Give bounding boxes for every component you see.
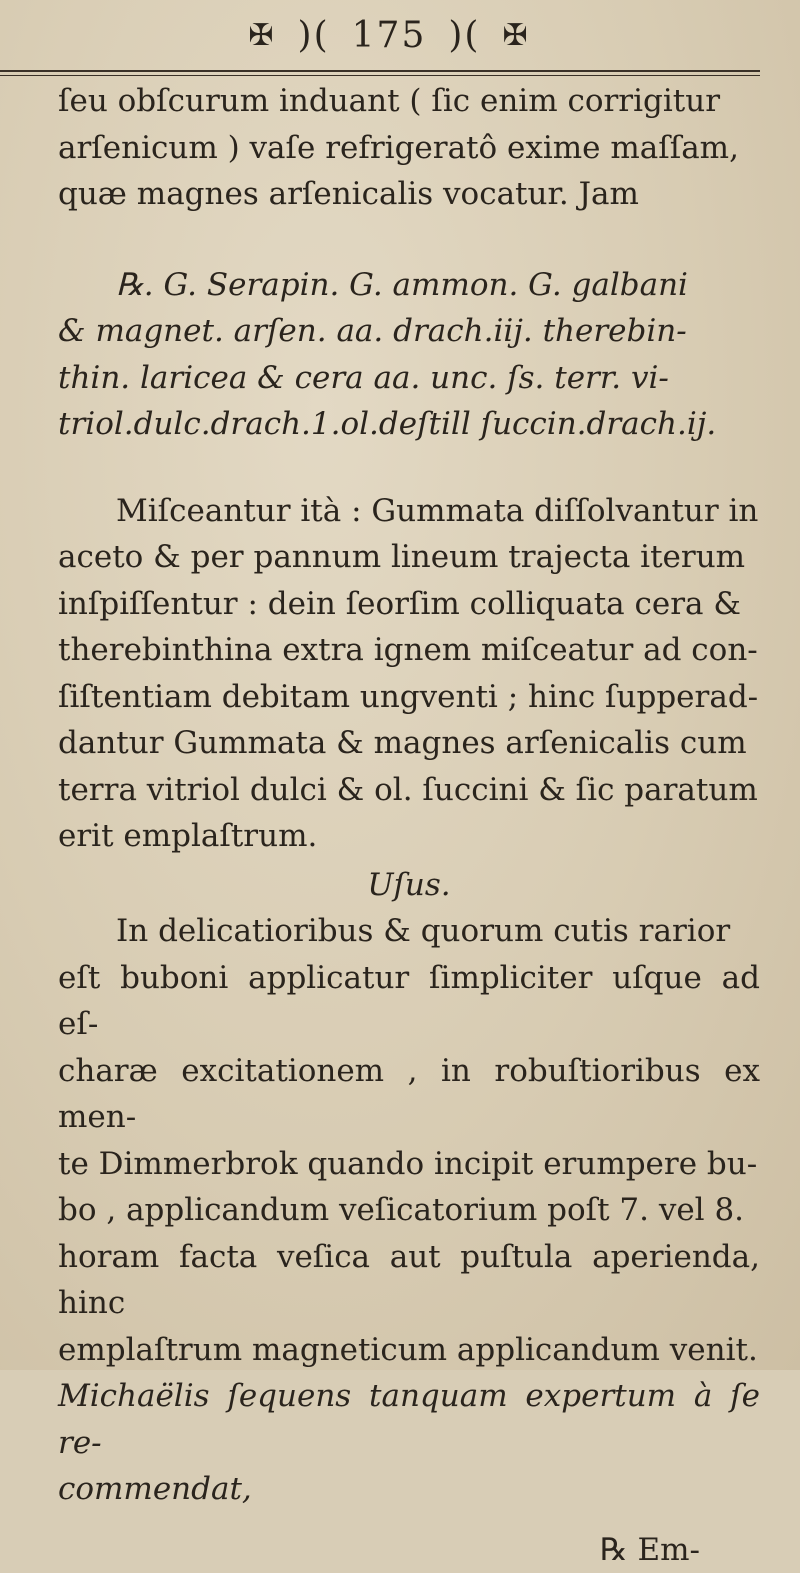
left-bracket: )(	[298, 15, 330, 56]
header-rule	[0, 70, 760, 76]
text-line: triol.dulc.drach.1.ol.deſtill ſuccin.drach.ij.	[58, 406, 716, 442]
page-body	[58, 78, 760, 1573]
text-line: bo , applicandum veſicatorium poſt 7. vel 8.	[58, 1192, 744, 1228]
text-line: aceto & per pannum lineum trajecta iterum	[58, 539, 745, 575]
text-line: erit emplaſtrum.	[58, 818, 317, 854]
text-line: In delicatioribus & quorum cutis rarior	[116, 913, 730, 949]
text-line: dantur Gummata & magnes arſenicalis cum	[58, 725, 747, 761]
text-line: horam facta veſica aut puſtula aperienda, hinc	[58, 1239, 760, 1322]
text-line: commendat,	[58, 1471, 252, 1507]
text-line: ſiſtentiam debitam ungventi ; hinc ſupperad-	[58, 679, 758, 715]
text-line: eſt buboni applicatur ſimpliciter uſque ad eſ-	[58, 960, 760, 1043]
paragraph-usage	[58, 908, 760, 1513]
text-line: therebinthina extra ignem miſceatur ad con-	[58, 632, 758, 668]
cross-ornament-icon: ✠	[502, 18, 529, 53]
text-line: inſpiſſentur : dein ſeorſim colliquata cera &	[58, 586, 741, 622]
text-line: & magnet. arſen. aa. drach.iij. therebin-	[58, 313, 687, 349]
text-line: ſeu obſcurum induant ( ſic enim corrigitur	[58, 83, 720, 119]
text-line: terra vitriol dulci & ol. ſuccini & ſic paratum	[58, 772, 758, 808]
page-header	[58, 0, 720, 48]
text-line: Michaëlis ſequens tanquam expertum à ſe re-	[58, 1378, 760, 1461]
text-line: ℞. G. Serapin. G. ammon. G. galbani	[116, 267, 688, 303]
right-bracket: )(	[448, 15, 480, 56]
text-line: Miſceantur ità : Gummata diſſolvantur in	[116, 493, 758, 529]
text-line: charæ excitationem , in robuſtioribus ex men-	[58, 1053, 760, 1136]
paragraph-intro	[58, 78, 760, 218]
section-heading: Uſus.	[58, 862, 760, 909]
paragraph-recipe	[58, 262, 760, 448]
paragraph-method	[58, 488, 760, 860]
text-line: thin. laricea & cera aa. unc. ſs. terr. vi-	[58, 360, 669, 396]
text-line: te Dimmerbrok quando incipit erumpere bu-	[58, 1146, 757, 1182]
page-number: 175	[352, 15, 427, 56]
cross-ornament-icon: ✠	[248, 18, 275, 53]
text-line: quæ magnes arſenicalis vocatur. Jam	[58, 176, 639, 212]
text-line: emplaſtrum magneticum applicandum venit.	[58, 1332, 758, 1368]
text-line: arſenicum ) vaſe refrigeratô exime maſſam,	[58, 130, 739, 166]
catchword: ℞ Em-	[58, 1527, 760, 1573]
